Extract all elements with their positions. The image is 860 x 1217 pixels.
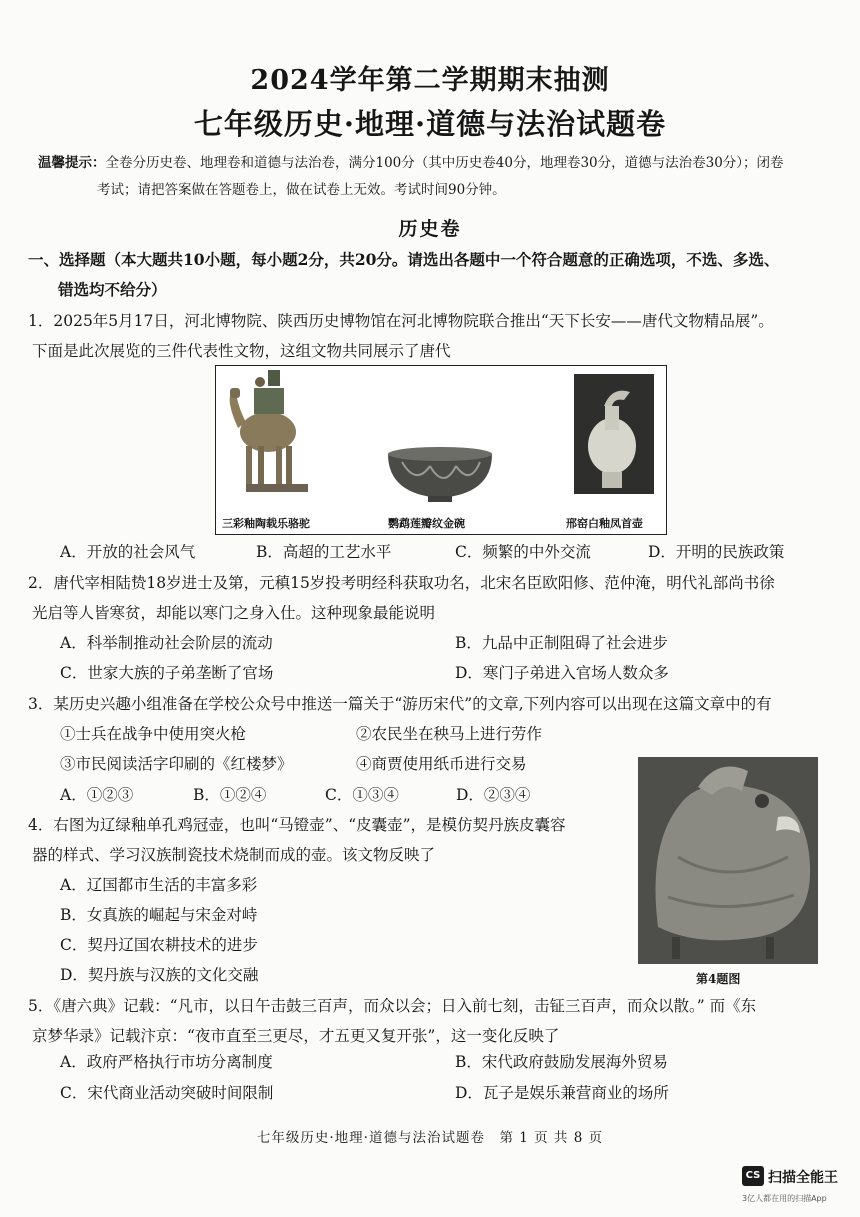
q1-stem-line2: 下面是此次展览的三件代表性文物，这组文物共同展示了唐代 <box>32 342 451 360</box>
q3-stem-line1: 3．某历史兴趣小组准备在学校公众号中推送一篇关于“游历宋代”的文章,下列内容可以出现在这篇文章中的有 <box>28 695 772 713</box>
tip-line2: 考试；请把答案做在答题卷上，做在试卷上无效。考试时间90分钟。 <box>97 182 506 198</box>
artifact-photos <box>216 366 666 534</box>
question-1-stem <box>28 306 828 366</box>
page-footer: 七年级历史·地理·道德与法治试题卷 第 1 页 共 8 页 <box>256 1130 604 1146</box>
q4-option-d[interactable]: D．契丹族与汉族的文化交融 <box>60 966 259 984</box>
caption-camel: 三彩釉陶载乐骆驼 <box>222 517 310 530</box>
q3-option-b[interactable]: B．①②④ <box>193 786 267 804</box>
q2-option-a[interactable]: A．科举制推动社会阶层的流动 <box>60 634 273 652</box>
phoenix-ewer-image <box>574 374 654 494</box>
question-1-figure <box>215 365 667 535</box>
q2-option-c[interactable]: C．世家大族的子弟垄断了官场 <box>60 664 274 682</box>
q3-item-1: ①士兵在战争中使用突火枪 <box>60 725 247 743</box>
q5-stem-line2: 京梦华录》记载汴京：“夜市直至三更尽，才五更又复开张”，这一变化反映了 <box>32 1027 560 1045</box>
q4-option-a[interactable]: A．辽国都市生活的丰富多彩 <box>60 876 258 894</box>
q2-stem-line2: 光启等人皆寒贫，却能以寒门之身入仕。这种现象最能说明 <box>32 604 436 622</box>
camscanner-tagline: 3亿人都在用的扫描App <box>742 1194 827 1203</box>
gold-bowl-image <box>388 447 492 502</box>
q3-option-d[interactable]: D．②③④ <box>456 786 531 804</box>
q5-stem-line1: 5．《唐六典》记载：“凡市，以日午击鼓三百声，而众以会；日入前七刻，击钲三百声，而众以散。” 而《东 <box>28 997 757 1015</box>
exam-title: 2024学年第二学期期末抽测 <box>250 65 610 96</box>
question-3-stem <box>28 689 828 719</box>
camscanner-name: 扫描全能王 <box>768 1170 838 1186</box>
q2-stem-line1: 2．唐代宰相陆贽18岁进士及第，元稹15岁投考明经科获取功名，北宋名臣欧阳修、范仲淹，明代礼部尚书徐 <box>28 574 775 592</box>
caption-gold-bowl: 鹦鹉莲瓣纹金碗 <box>388 517 465 530</box>
q4-stem-line1: 4．右图为辽绿釉单孔鸡冠壶，也叫“马镫壶”、“皮囊壶”，是模仿契丹族皮囊容 <box>28 816 566 834</box>
caption-phoenix-ewer: 邢窑白釉凤首壶 <box>566 517 643 530</box>
exam-subtitle: 七年级历史·地理·道德与法治试题卷 <box>193 107 667 141</box>
q3-option-a[interactable]: A．①②③ <box>60 786 134 804</box>
part1-heading-line1: 一、选择题（本大题共10小题，每小题2分，共20分。请选出各题中一个符合题意的正确选项，不选、多选、 <box>28 250 780 269</box>
question-4-figure <box>638 757 818 964</box>
q4-option-c[interactable]: C．契丹辽国农耕技术的进步 <box>60 936 258 954</box>
question-4-figure-caption: 第4题图 <box>696 972 741 986</box>
tip-line1: 全卷分历史卷、地理卷和道德与法治卷，满分100分（其中历史卷40分，地理卷30分，道德与法治卷30分）；闭卷 <box>105 155 784 171</box>
q3-item-2: ②农民坐在秧马上进行劳作 <box>356 725 543 743</box>
instructions-tip <box>38 150 828 204</box>
tip-label: 温馨提示： <box>38 155 106 171</box>
q1-option-c[interactable]: C．频繁的中外交流 <box>455 543 591 561</box>
q1-option-d[interactable]: D．开明的民族政策 <box>648 543 785 561</box>
q3-item-3: ③市民阅读活字印刷的《红楼梦》 <box>60 755 293 773</box>
camel-artifact-image <box>230 370 308 492</box>
q5-option-b[interactable]: B．宋代政府鼓励发展海外贸易 <box>455 1053 668 1071</box>
q5-option-d[interactable]: D．瓦子是娱乐兼营商业的场所 <box>455 1084 669 1102</box>
question-5-stem <box>28 991 828 1051</box>
q2-option-d[interactable]: D．寒门子弟进入官场人数众多 <box>455 664 669 682</box>
camscanner-logo-icon: CS <box>742 1166 764 1186</box>
q1-option-a[interactable]: A．开放的社会风气 <box>60 543 196 561</box>
q5-option-c[interactable]: C．宋代商业活动突破时间限制 <box>60 1084 274 1102</box>
question-2-stem <box>28 568 828 628</box>
q5-option-a[interactable]: A．政府严格执行市坊分离制度 <box>60 1053 273 1071</box>
q1-stem-line1: 1．2025年5月17日，河北博物院、陕西历史博物馆在河北博物院联合推出“天下长安——唐代文物精品展”。 <box>28 312 774 330</box>
q4-option-b[interactable]: B．女真族的崛起与宋金对峙 <box>60 906 258 924</box>
q2-option-b[interactable]: B．九品中正制阻碍了社会进步 <box>455 634 668 652</box>
q3-option-c[interactable]: C．①③④ <box>325 786 399 804</box>
q4-stem-line2: 器的样式、学习汉族制瓷技术烧制而成的壶。该文物反映了 <box>32 846 436 864</box>
section-title: 历史卷 <box>398 218 462 240</box>
part1-heading-line2: 错选均不给分） <box>58 280 167 299</box>
question-4-stem <box>28 810 628 870</box>
part1-heading <box>28 245 828 305</box>
q3-item-4: ④商贾使用纸币进行交易 <box>356 755 527 773</box>
cockscomb-pot-image <box>638 757 818 964</box>
q1-option-b[interactable]: B．高超的工艺水平 <box>256 543 392 561</box>
